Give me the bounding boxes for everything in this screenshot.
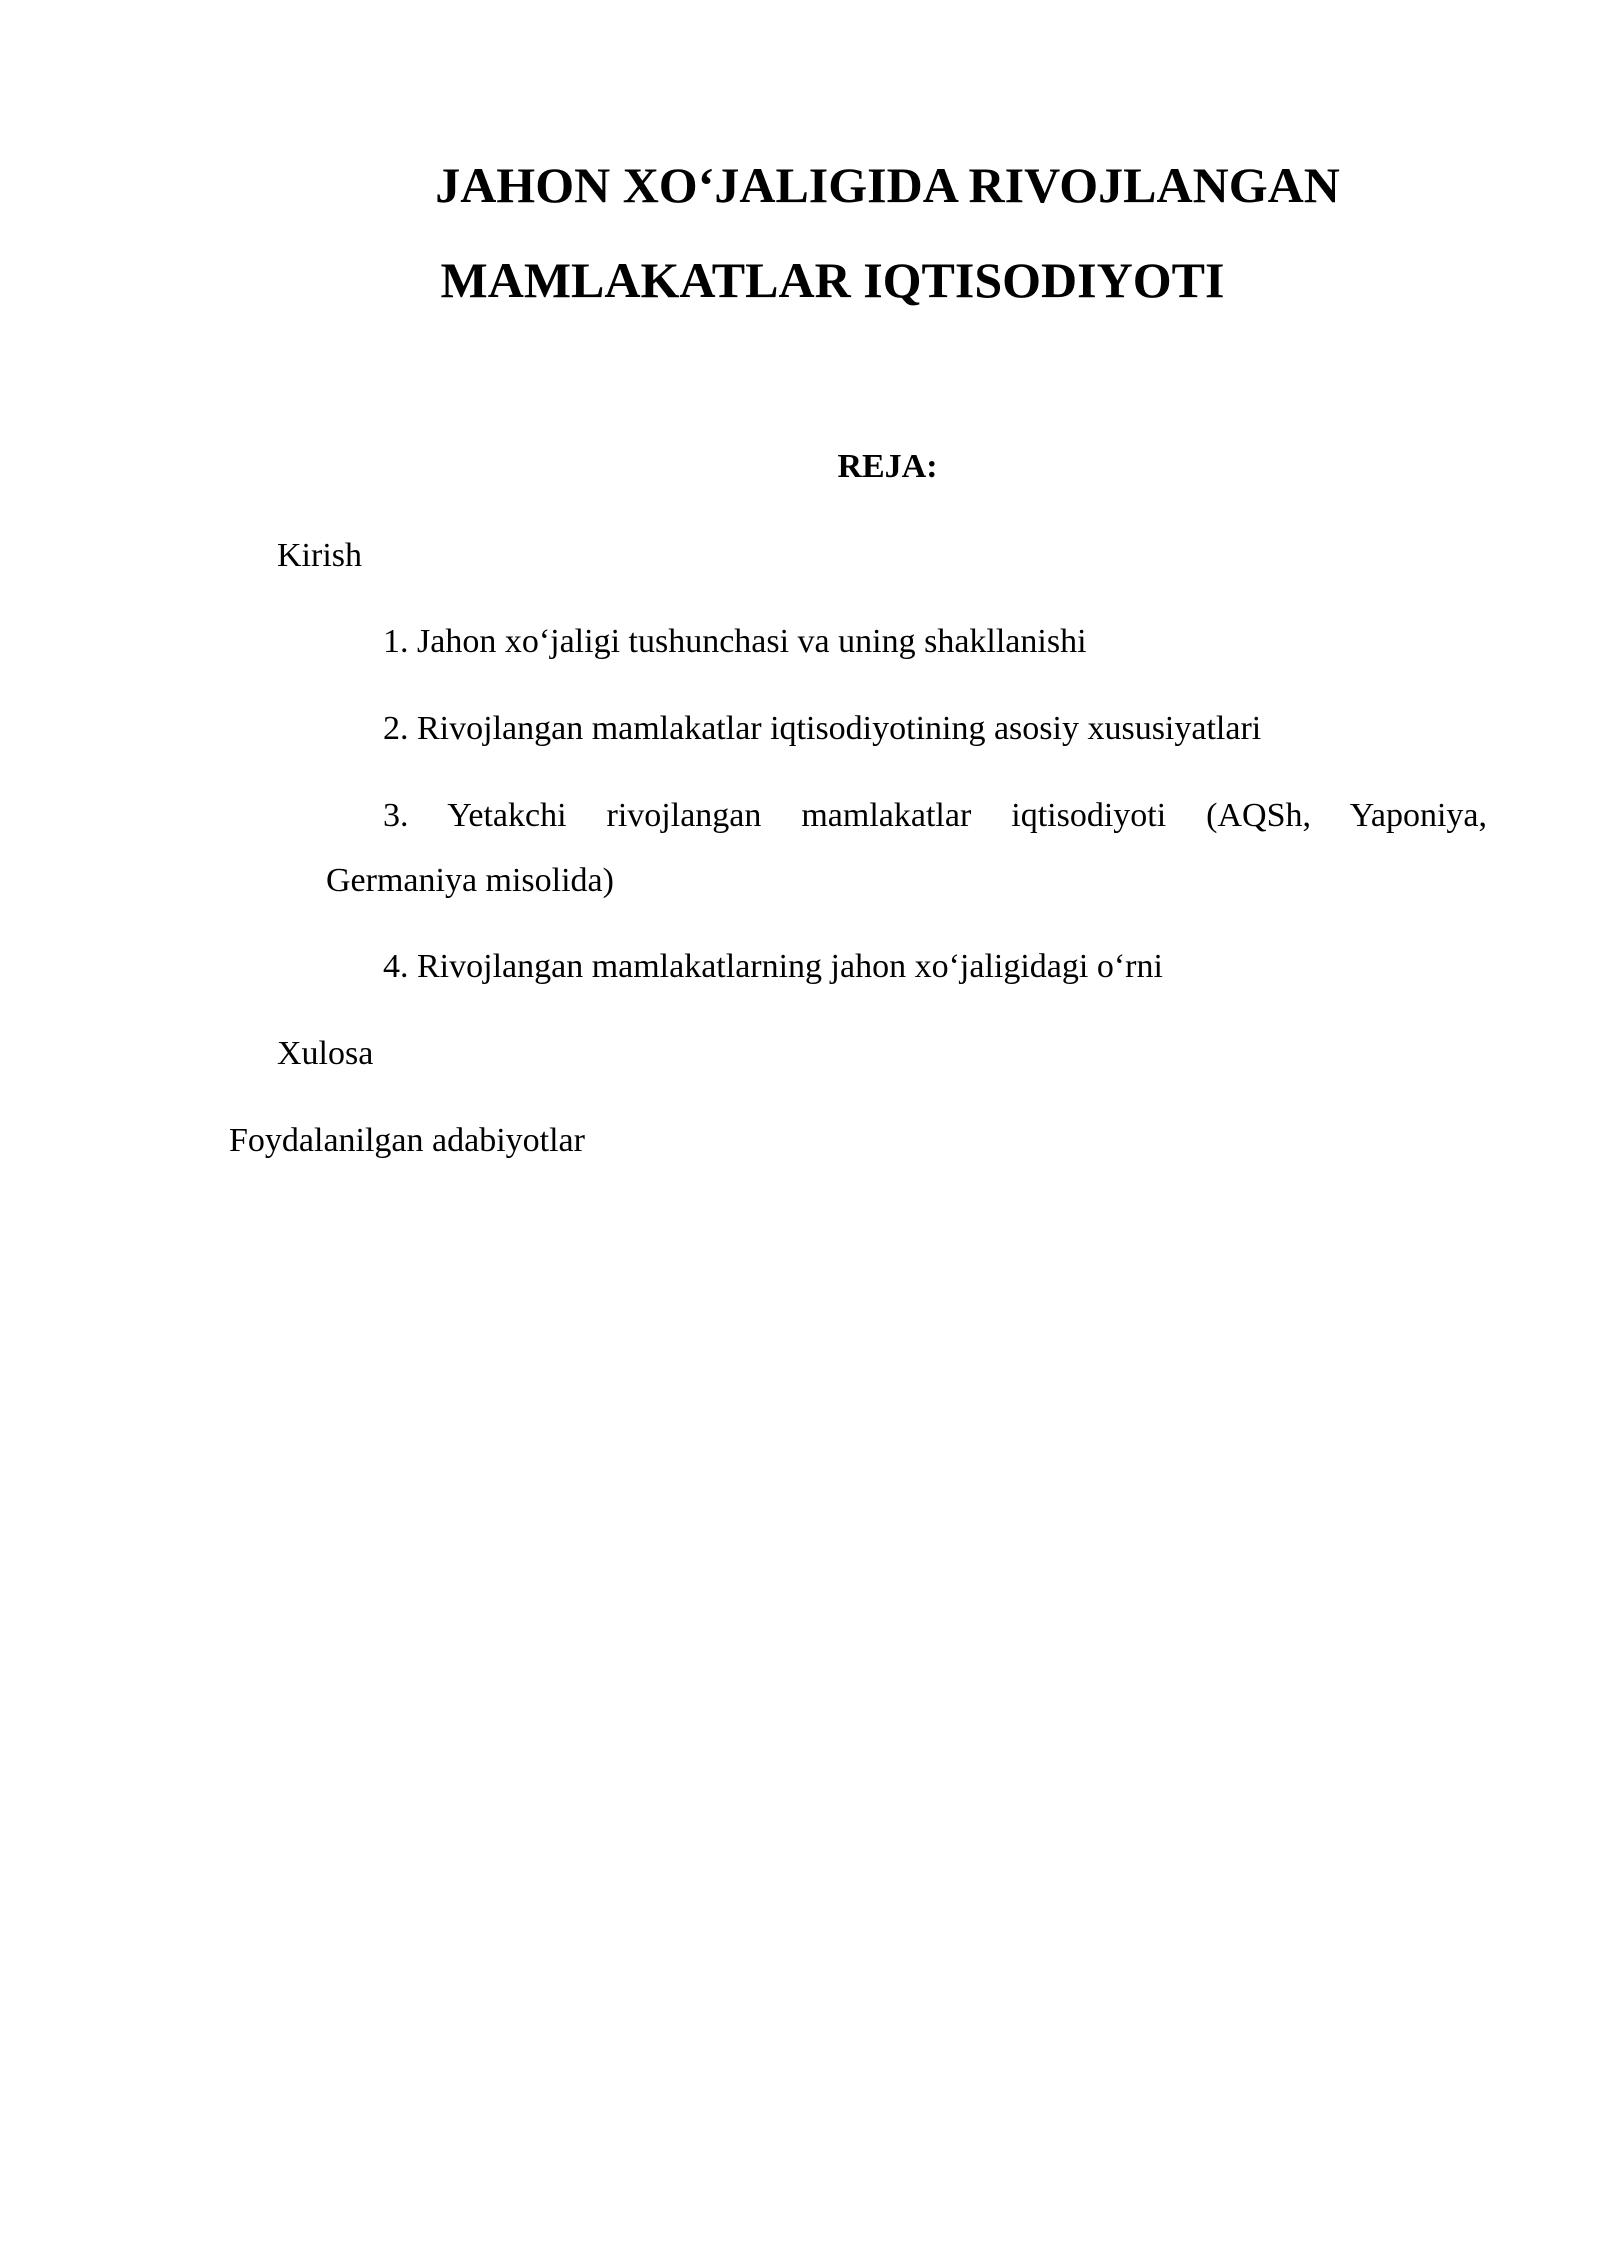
title-line-1: JAHON XO‘JALIGIDA RIVOJLANGAN <box>435 157 1340 213</box>
plan-item-3-line-2: Germaniya misolida) <box>326 862 614 899</box>
plan-item-4: 4. Rivojlangan mamlakatlarning jahon xo‘jaligidagi o‘rni <box>383 948 1163 985</box>
plan-item-1: 1. Jahon xo‘jaligi tushunchasi va uning shakllanishi <box>383 623 1087 660</box>
references-item: Foydalanilgan adabiyotlar <box>229 1122 585 1159</box>
intro-item: Kirish <box>277 537 362 574</box>
conclusion-item: Xulosa <box>277 1035 374 1072</box>
plan-item-3-line-1: 3. Yetakchi rivojlangan mamlakatlar iqtisodiyoti (AQSh, Yaponiya, <box>383 797 1487 834</box>
plan-item-2: 2. Rivojlangan mamlakatlar iqtisodiyotining asosiy xususiyatlari <box>383 710 1262 747</box>
plan-heading: REJA: <box>837 448 938 485</box>
title-line-2: MAMLAKATLAR IQTISODIYOTI <box>440 252 1225 308</box>
